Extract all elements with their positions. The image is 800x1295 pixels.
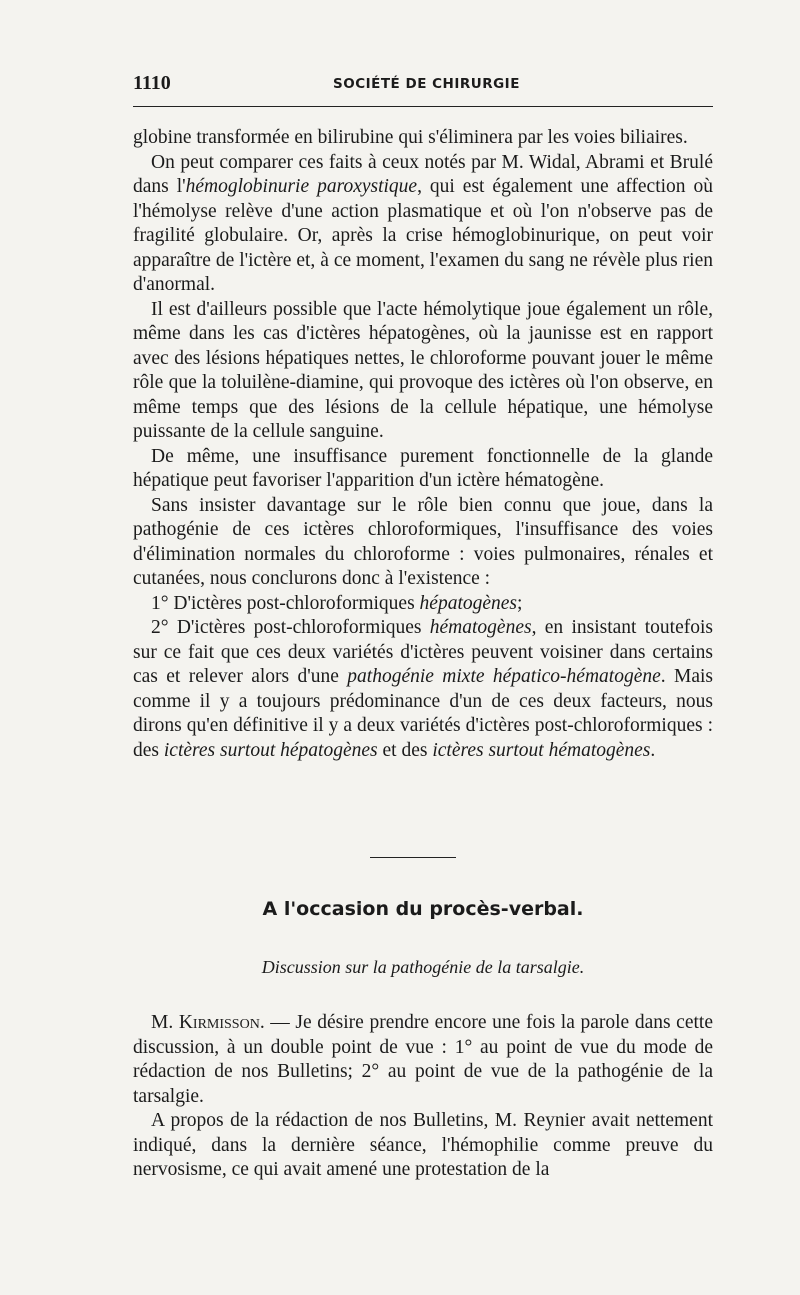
running-head — [133, 72, 713, 98]
speaker-name: M. Kirmisson. — [151, 1012, 265, 1033]
subsection-title: Discussion sur la pathogénie de la tarsalgie. — [261, 957, 585, 977]
paragraph: A propos de la rédaction de nos Bulletins, M. Reynier avait nettement indiqué, dans la dernière séance, l'hémophilie comme preuve du nervosisme, ce qui avait amené une protestation de la — [133, 1110, 713, 1180]
italic-term: hémoglobinurie paroxystique — [185, 176, 418, 197]
paragraph: De même, une insuffisance purement fonctionnelle de la glande hépatique peut favoriser l'apparition d'un ictère hématogène. — [133, 445, 713, 491]
italic-term: pathogénie mixte hépatico-hématogène — [347, 666, 661, 687]
text-run: , qui est également une affection où l'hémolyse relève d'une action plasmatique et où l'on n'observe pas de fragilité globulaire. Or, après la crise hémoglobinurique, on peut voir apparaître de l'ictère et, à ce moment, l'examen du sang ne révèle plus rien d'anormal. — [133, 176, 713, 295]
journal-title: SOCIÉTÉ DE CHIRURGIE — [333, 76, 520, 92]
section-divider — [370, 857, 456, 858]
text-run: . — [650, 739, 656, 761]
list-item — [133, 592, 713, 617]
text-run: . Mais comme il y a toujours prédominance d'un de ces deux facteurs, nous dirons qu'en définitive il y a deux variétés d'ictères post-chloroformiques : des — [133, 666, 714, 761]
page-number: 1110 — [133, 72, 171, 94]
italic-term: hépatogènes — [419, 592, 518, 614]
discussion-text — [133, 1011, 713, 1183]
text-run: — Je désire prendre encore une fois la parole dans cette discussion, à un double point de vue : 1° au point de vue du mode de rédaction de nos Bulletins; 2° au point de vue de la pathogénie de la tarsalgie. — [133, 1012, 713, 1107]
italic-term: ictères surtout hématogènes — [432, 739, 651, 761]
text-run: , en insistant toutefois sur ce fait que ces deux variétés d'ictères peuvent voisiner dans certains cas et relever alors d'une — [133, 617, 713, 687]
paragraph: Sans insister davantage sur le rôle bien connu que joue, dans la pathogénie de ces ictères chloroformiques, l'insuffisance des voies d'élimination normales du chloroforme : voies pulmonaires, rénales et cutanées, nous conclurons donc à l'existence : — [133, 494, 713, 589]
paragraph: globine transformée en bilirubine qui s'éliminera par les voies biliaires. — [133, 127, 688, 148]
text-run: 2° D'ictères post-chloroformiques — [151, 617, 430, 638]
paragraph — [133, 1011, 713, 1109]
text-run: et des — [377, 739, 433, 761]
list-item — [133, 616, 713, 763]
italic-term: hématogènes — [429, 617, 532, 638]
main-text — [133, 126, 713, 763]
paragraph: Il est d'ailleurs possible que l'acte hémolytique joue également un rôle, même dans les cas d'ictères hépatogènes, où la jaunisse est en rapport avec des lésions hépatiques nettes, le chloroforme pouvant jouer le même rôle que la toluilène-diamine, qui provoque des ictères où l'on observe, en même temps que des lésions de la cellule hépatique, une hémolyse puissante de la cellule sanguine. — [133, 298, 713, 442]
text-run: On peut comparer ces faits à ceux notés par M. Widal, Abrami et Brulé dans l' — [133, 151, 713, 197]
section-title: A l'occasion du procès-verbal. — [262, 898, 584, 920]
italic-term: ictères surtout hépatogènes — [163, 739, 378, 761]
header-rule — [133, 106, 713, 107]
paragraph — [133, 151, 713, 298]
text-run: ; — [517, 592, 523, 614]
text-run: 1° D'ictères post-chloroformiques — [151, 592, 420, 614]
